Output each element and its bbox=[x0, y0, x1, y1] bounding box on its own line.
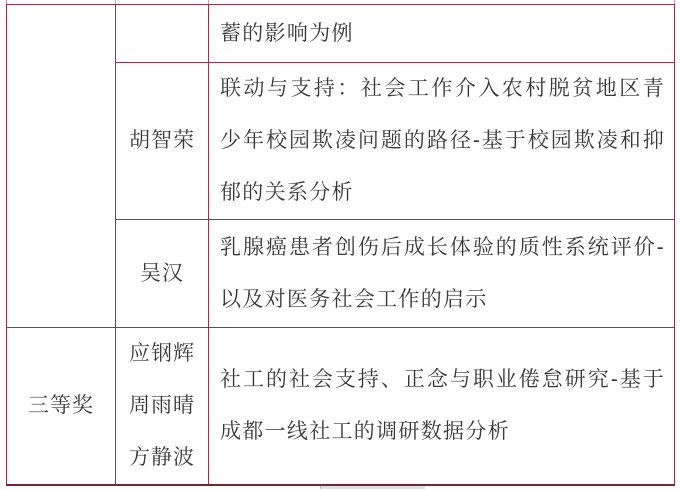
award-cell-empty bbox=[7, 5, 116, 328]
name-cell: 胡智荣 bbox=[116, 63, 209, 220]
title-cell: 联动与支持：社会工作介入农村脱贫地区青少年校园欺凌问题的路径-基于校园欺凌和抑郁的关系分析 bbox=[209, 63, 675, 220]
names-cell bbox=[116, 328, 209, 486]
title-cell: 蓄的影响为例 bbox=[209, 5, 675, 63]
author-name: 周雨晴 bbox=[129, 394, 195, 417]
author-name: 应钢辉 bbox=[129, 342, 195, 365]
title-cell: 乳腺癌患者创伤后成长体验的质性系统评价-以及对医务社会工作的启示 bbox=[209, 220, 675, 328]
page-artifact bbox=[320, 486, 425, 489]
title-cell: 社工的社会支持、正念与职业倦怠研究-基于成都一线社工的调研数据分析 bbox=[209, 328, 675, 486]
awards-table bbox=[6, 4, 675, 486]
name-cell-empty bbox=[116, 5, 209, 63]
table-row bbox=[7, 328, 675, 486]
author-name: 方静波 bbox=[129, 446, 195, 469]
table-row bbox=[7, 5, 675, 63]
award-cell: 三等奖 bbox=[7, 328, 116, 486]
name-cell: 吴汉 bbox=[116, 220, 209, 328]
